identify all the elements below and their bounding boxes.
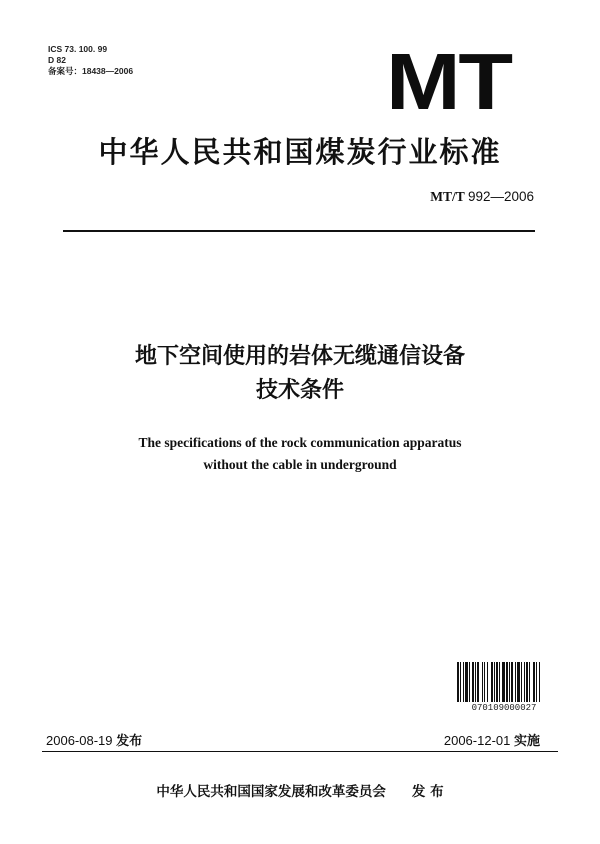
issue-date-value: 2006-08-19	[46, 733, 113, 748]
barcode-bar	[457, 662, 459, 702]
barcode-bar	[477, 662, 479, 702]
barcode-bar	[524, 662, 525, 702]
classification-block	[48, 44, 133, 77]
barcode-bar	[475, 662, 476, 702]
standard-code: 992—2006	[467, 189, 534, 204]
standard-number	[430, 189, 534, 205]
barcode-bar	[526, 662, 528, 702]
standard-prefix: MT/T	[430, 189, 465, 204]
issue-date-label: 发布	[116, 734, 143, 749]
barcode-bar	[539, 662, 540, 702]
barcode-bar	[521, 662, 522, 702]
barcode-bar	[529, 662, 530, 702]
barcode-bar	[533, 662, 535, 702]
ics-code: ICS 73. 100. 99	[48, 44, 108, 54]
barcode-bar	[469, 662, 470, 702]
barcode	[456, 662, 552, 702]
english-title-line-2: without the cable in underground	[203, 457, 397, 472]
barcode-bar	[506, 662, 508, 702]
barcode-bar	[484, 662, 485, 702]
footer-divider	[42, 751, 558, 752]
barcode-bar	[460, 662, 461, 702]
barcode-bar	[499, 662, 500, 702]
barcode-bar	[496, 662, 498, 702]
header-divider	[63, 230, 535, 232]
barcode-number: 070109000027	[471, 703, 537, 713]
barcode-bar	[482, 662, 483, 702]
implementation-date	[444, 730, 540, 749]
chinese-title-line-1: 地下空间使用的岩体无缆通信设备	[134, 344, 465, 369]
implementation-date-label: 实施	[513, 734, 540, 749]
mt-logo: MT	[386, 37, 511, 126]
barcode-bar	[511, 662, 513, 702]
issue-date	[46, 730, 142, 749]
barcode-bar	[491, 662, 493, 702]
filing-number: 备案号：18438—2006	[48, 66, 134, 76]
barcode-bar	[487, 662, 488, 702]
barcode-bar	[463, 662, 464, 702]
chinese-title-line-2: 技术条件	[255, 378, 344, 403]
barcode-bar	[502, 662, 505, 702]
barcode-bar	[465, 662, 468, 702]
standard-category-title: 中华人民共和国煤炭行业标准	[98, 135, 502, 169]
implementation-date-value: 2006-12-01	[443, 733, 511, 748]
english-title	[0, 432, 600, 476]
barcode-bar	[472, 662, 474, 702]
barcode-bar	[515, 662, 516, 702]
barcode-bar	[509, 662, 510, 702]
barcode-bar	[517, 662, 520, 702]
barcode-bar	[536, 662, 537, 702]
chinese-title	[0, 340, 600, 408]
ccs-code: D 82	[48, 55, 66, 65]
publisher-action: 发 布	[411, 784, 444, 800]
english-title-line-1: The specifications of the rock communication apparatus	[138, 435, 462, 450]
publisher-name: 中华人民共和国国家发展和改革委员会	[156, 784, 386, 800]
publisher	[0, 780, 600, 800]
barcode-bar	[494, 662, 495, 702]
